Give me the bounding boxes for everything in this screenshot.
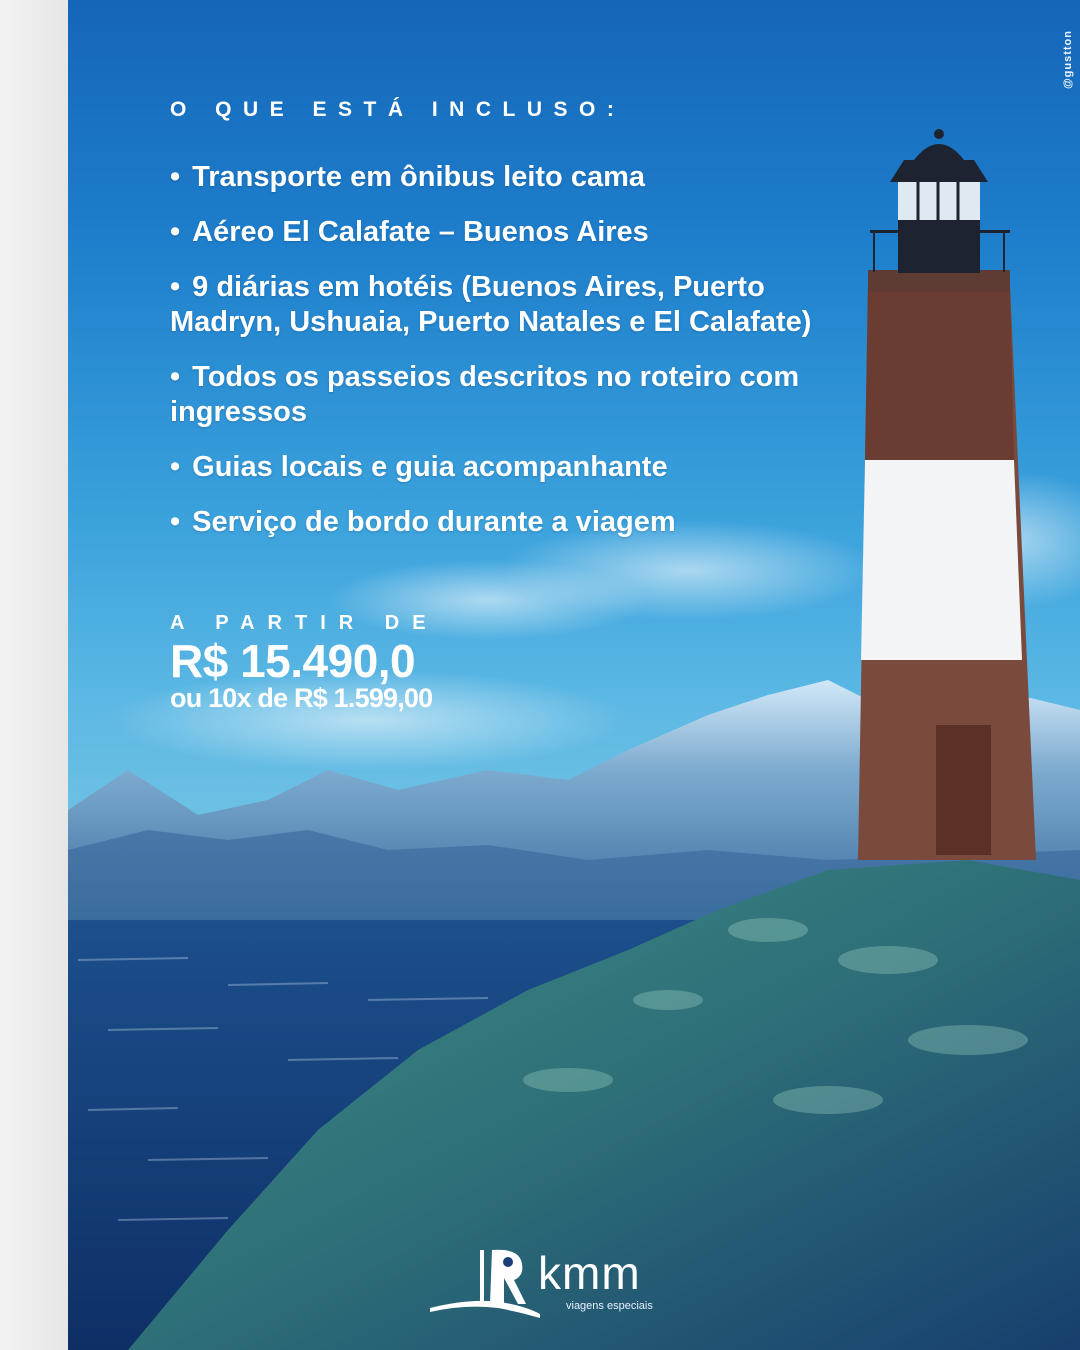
list-item: • 9 diárias em hotéis (Buenos Aires, Puerto Madryn, Ushuaia, Puerto Natales e El Calafate) <box>170 271 812 338</box>
left-margin-strip <box>0 0 68 1350</box>
bullet-icon: • <box>170 451 181 483</box>
author-handle: @gustton <box>1062 30 1074 90</box>
kmm-logo-mark-icon <box>430 1242 540 1322</box>
list-item: • Transporte em ônibus leito cama <box>170 161 645 193</box>
list-item: • Todos os passeios descritos no roteiro com ingressos <box>170 361 800 428</box>
list-item: • Aéreo El Calafate – Buenos Aires <box>170 216 649 248</box>
lighthouse <box>858 129 1036 860</box>
price-label: A PARTIR DE <box>170 612 439 634</box>
brand-logo <box>430 1238 660 1328</box>
list-item: • Guias locais e guia acompanhante <box>170 451 668 483</box>
bullet-icon: • <box>170 271 181 303</box>
bullet-icon: • <box>170 506 181 538</box>
logo-tagline: viagens especiais <box>566 1300 653 1312</box>
bullet-icon: • <box>170 216 181 248</box>
bullet-icon: • <box>170 361 181 393</box>
background-scene <box>68 0 1080 1350</box>
installment-text: ou 10x de R$ 1.599,00 <box>170 683 433 713</box>
logo-wordmark: kmm <box>538 1247 641 1299</box>
included-heading: O QUE ESTÁ INCLUSO: <box>170 98 626 121</box>
bullet-icon: • <box>170 161 181 193</box>
list-item: • Serviço de bordo durante a viagem <box>170 506 676 538</box>
included-list <box>170 160 870 560</box>
price-value: R$ 15.490,0 <box>170 635 416 687</box>
